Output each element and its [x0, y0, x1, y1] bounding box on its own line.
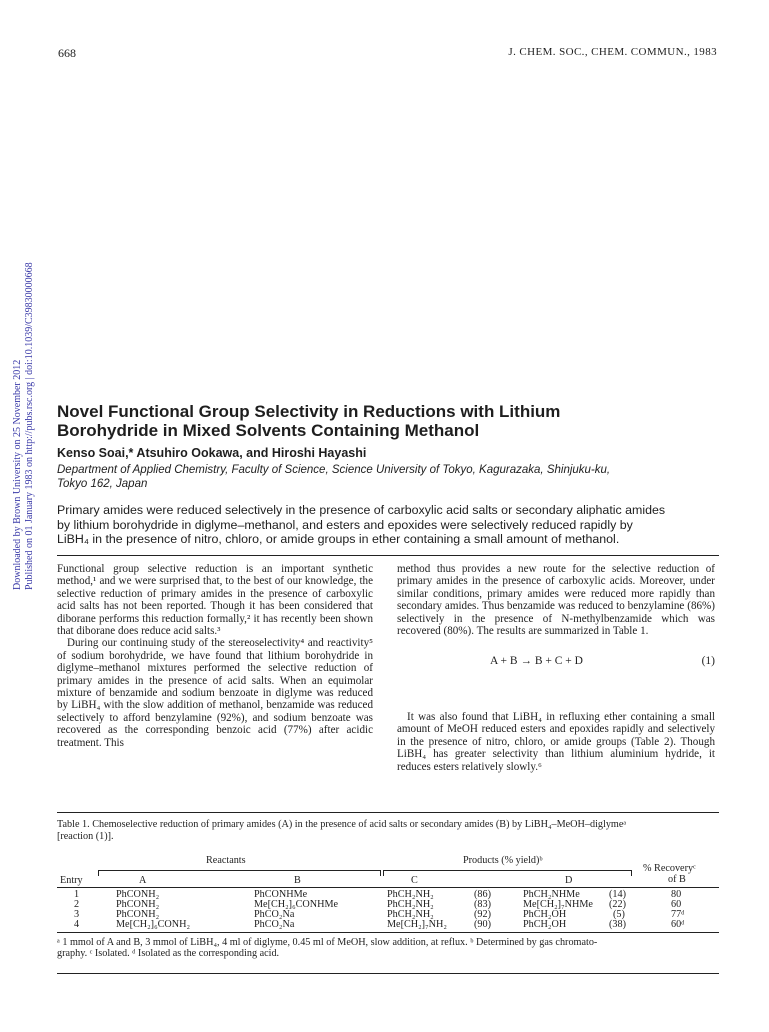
- body-right-column: [397, 563, 715, 637]
- group-header-products: Products (% yield)ᵇ: [463, 855, 543, 866]
- cell-c-yield: (83): [474, 899, 491, 910]
- table-footnote: [57, 937, 719, 959]
- cell-d-yield: (14): [609, 889, 626, 900]
- cell-d: PhCH₂OH: [523, 919, 567, 930]
- body-paragraph: It was also found that LiBH₄ in refluxing ether containing a small amount of MeOH reduced esters and epoxides rapidly and selectively in the presence of nitro, chloro, or amide groups (Table 2). Though LiBH₄ has greater selectivity than lithium aluminium hydride, it reduces esters relatively slowly.⁶: [397, 711, 715, 773]
- cell-c-yield: (86): [474, 889, 491, 900]
- column-header-c: C: [411, 875, 418, 886]
- title-line: Borohydride in Mixed Solvents Containing Methanol: [57, 421, 480, 440]
- cell-recovery: 77ᵈ: [671, 909, 685, 920]
- equation-number: (1): [701, 655, 715, 667]
- affiliation-line: Department of Applied Chemistry, Faculty of Science, Science University of Tokyo, Kagurazaka, Shinjuku-ku,: [57, 464, 611, 476]
- body-paragraph: method thus provides a new route for the selective reduction of primary amides in the presence of carboxylic acids. Moreover, under similar conditions, primary amides were reduced more rapidly than secondary amides. Thus benzamide was reduced to benzylamine (86%) selectively in the presence of N-methylbenzamide which was recovered (80%). The results are summarized in Table 1.: [397, 563, 715, 638]
- cell-recovery: 60ᵈ: [671, 919, 685, 930]
- abstract: [57, 503, 722, 547]
- page-bottom-rule: [57, 973, 719, 974]
- footnote-line: ᵃ 1 mmol of A and B, 3 mmol of LiBH₄, 4 ml of diglyme, 0.45 ml of MeOH, slow addition, at reflux. ᵇ Determined by gas chromato-: [57, 937, 598, 948]
- cell-recovery: 60: [671, 899, 682, 910]
- abstract-line: by lithium borohydride in diglyme–methanol, and esters and epoxides were selectively reduced rapidly by: [57, 517, 633, 532]
- cell-d: PhCH₂OH: [523, 909, 567, 920]
- column-header-a: A: [139, 875, 147, 886]
- cell-entry: 3: [74, 909, 80, 920]
- cell-recovery: 80: [671, 889, 682, 900]
- recovery-header-sub: of B: [668, 874, 686, 885]
- title-line: Novel Functional Group Selectivity in Reductions with Lithium: [57, 402, 561, 421]
- cell-b: PhCONHMe: [254, 889, 308, 900]
- cell-c: PhCH₂NH₂: [387, 899, 434, 910]
- cell-b: Me[CH₂]₆CONHMe: [254, 899, 339, 910]
- table-header-rule: [57, 887, 719, 888]
- cell-b: PhCO₂Na: [254, 919, 295, 930]
- journal-header: J. CHEM. SOC., CHEM. COMMUN., 1983: [508, 46, 717, 58]
- download-note[interactable]: [12, 250, 36, 590]
- cell-d: PhCH₂NHMe: [523, 889, 580, 900]
- abstract-line: Primary amides were reduced selectively in the presence of carboxylic acid salts or secondary aliphatic amides: [57, 503, 666, 517]
- body-paragraph: Functional group selective reduction is an important synthetic method,¹ and we were surprised that, to the best of our knowledge, the selective reduction of primary amides in the presence of carboxylic acid salts has not been reported. Though it has been considered that diborane performs this reduction formally,² it has recently been shown that diborane does reduce acid salts.³: [57, 563, 373, 638]
- caption-line: Table 1. Chemoselective reduction of primary amides (A) in the presence of acid salts or secondary amides (B) by LiBH₄–MeOH–diglymeᵃ: [57, 819, 627, 830]
- equation-text: A + B → B + C + D: [490, 655, 583, 667]
- abstract-divider: [57, 555, 719, 556]
- caption-line: [reaction (1)].: [57, 831, 114, 842]
- footnote-line: graphy. ᶜ Isolated. ᵈ Isolated as the corresponding acid.: [57, 948, 280, 959]
- article-title: [57, 402, 717, 440]
- download-note-line[interactable]: Downloaded by Brown University on 25 November 2012: [12, 359, 23, 590]
- recovery-header: % Recoveryᶜ: [643, 863, 696, 874]
- cell-a: PhCONH₂: [116, 909, 160, 920]
- body-paragraph: During our continuing study of the stereoselectivity⁴ and reactivity⁵ of sodium borohydride, we have found that lithium borohydride in diglyme–methanol mixtures performed the selective reduction of primary amides in the presence of acid salts. When an equimolar mixture of benzamide and sodium benzoate in diglyme was reduced by LiBH₄ with the slow addition of methanol, benzamide was reduced selectively to afford benzylamine (92%), and sodium benzoate was recovered as the corresponding benzoic acid (77%) after acidic treatment. This: [57, 637, 373, 749]
- group-header-reactants: Reactants: [206, 855, 246, 866]
- products-brace: [383, 870, 632, 876]
- cell-b: PhCO₂Na: [254, 909, 295, 920]
- download-note-line[interactable]: Published on 01 January 1983 on http://pubs.rsc.org | doi:10.1039/C39830000668: [24, 262, 35, 590]
- cell-a: PhCONH₂: [116, 899, 160, 910]
- cell-c-yield: (92): [474, 909, 491, 920]
- page-number: 668: [58, 46, 76, 60]
- cell-d-yield: (38): [609, 919, 626, 930]
- cell-c: Me[CH₂]₇NH₂: [387, 919, 447, 930]
- cell-d: Me[CH₂]₇NHMe: [523, 899, 593, 910]
- column-header-b: B: [294, 875, 301, 886]
- cell-d-yield: (22): [609, 899, 626, 910]
- cell-d-yield: (5): [613, 909, 625, 920]
- cell-entry: 4: [74, 919, 80, 930]
- column-header-entry: Entry: [60, 875, 83, 886]
- body-left-column: [57, 563, 373, 749]
- body-right-column-continued: [397, 711, 715, 773]
- authors: Kenso Soai,* Atsuhiro Ookawa, and Hiroshi Hayashi: [57, 446, 367, 460]
- affiliation-line: Tokyo 162, Japan: [57, 478, 148, 490]
- cell-entry: 2: [74, 899, 80, 910]
- cell-c-yield: (90): [474, 919, 491, 930]
- abstract-line: LiBH₄ in the presence of nitro, chloro, or amide groups in ether containing a small amount of methanol.: [57, 532, 620, 546]
- affiliation: [57, 463, 727, 491]
- table-caption: [57, 819, 717, 843]
- cell-a: PhCONH₂: [116, 889, 160, 900]
- cell-a: Me[CH₂]₆CONH₂: [116, 919, 191, 930]
- column-header-d: D: [565, 875, 573, 886]
- table-bottom-rule: [57, 932, 719, 933]
- table-top-rule: [57, 812, 719, 813]
- cell-c: PhCH₂NH₂: [387, 909, 434, 920]
- cell-entry: 1: [74, 889, 80, 900]
- cell-c: PhCH₂NH₂: [387, 889, 434, 900]
